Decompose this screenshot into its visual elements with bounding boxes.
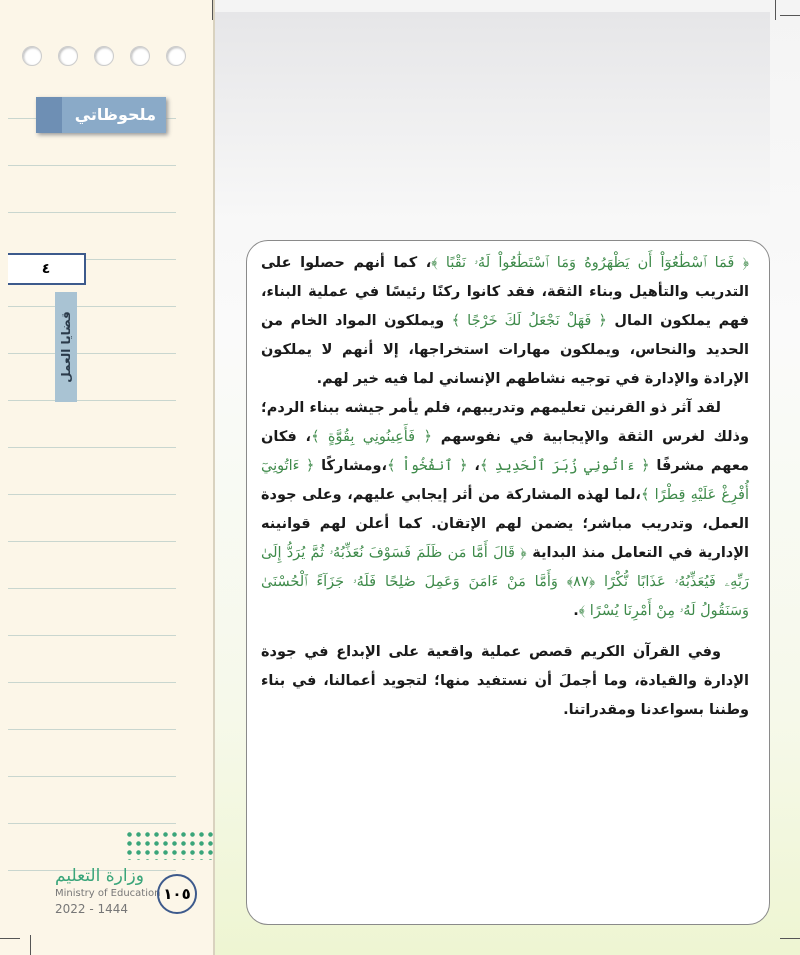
unit-title-strip [55,292,77,402]
body-text: ، كما أنهم حصلوا على التدريب والتأهيل وبناء الثقة، فقد كانوا ركنًا رئيسًا في عملية البناء، فهم يملكون المال [261,255,750,329]
paragraph-1 [261,249,749,394]
notebook-line [8,447,176,448]
binder-hole [130,46,150,66]
body-text: . [573,603,579,619]
notebook-line [8,165,176,166]
quran-verse: ﴿ قَالَ أَمَّا مَن ظَلَمَ فَسَوْفَ نُعَذِّبُهُۥ ثُمَّ يُرَدُّ إِلَىٰ رَبِّهِۦ فَيُعَذِّبُهُۥ عَذَابًا نُّكْرًا ﴿٨٧﴾ وَأَمَّا مَنْ ءَامَنَ وَعَمِلَ صَٰلِحًا فَلَهُۥ جَزَآءً ٱلْحُسْنَىٰ وَسَنَقُولُ لَهُۥ مِنْ أَمْرِنَا يُسْرًا ﴾ [261,545,749,619]
paragraph-2 [261,394,749,626]
notes-sidebar [0,0,215,955]
quran-verse: ﴿ ءَاتُونِيٓ أُفْرِغْ عَلَيْهِ قِطْرًا ﴾ [261,458,749,503]
body-text: ،ومشاركًا [314,458,388,474]
quran-verse: ﴿ فَمَا ٱسْطَٰعُوٓاْ أَن يَظْهَرُوهُ وَمَا ٱسْتَطَٰعُواْ لَهُۥ نَقْبًا ﴾ [431,255,749,271]
notebook-line [8,400,176,401]
notebook-line [8,588,176,589]
crop-mark [0,938,20,939]
notebook-line [8,306,176,307]
unit-title: قضايا العمل [59,311,73,383]
crop-mark [780,15,800,16]
quran-verse: ﴿ ٱنفُخُواْ ﴾ [387,458,468,474]
ministry-name-ar: وزارة التعليم [55,866,144,886]
notebook-line [8,212,176,213]
binder-hole [166,46,186,66]
ministry-name-en: Ministry of Education [55,888,161,899]
binder-hole [22,46,42,66]
notebook-line [8,823,176,824]
body-text: لقد آثر ذو القرنين تعليمهم وتدريبهم، فلم يأمر جيشه ببناء الردم؛ وذلك لغرس الثقة والإيجابية في نفوسهم [261,400,749,445]
unit-number: ٤ [8,253,86,285]
notebook-line [8,729,176,730]
notes-title: ملحوظاتي [36,97,166,133]
notebook-line [8,541,176,542]
crop-mark [775,0,776,20]
header-band [215,12,770,222]
quran-verse: ﴿ ءَاتُونِي زُبَرَ ٱلْحَدِيدِ ﴾ [479,458,650,474]
body-text: ، [467,458,480,474]
page-number: ١٠٥ [157,874,197,914]
binder-hole [94,46,114,66]
quran-verse: ﴿ فَأَعِينُونِي بِقُوَّةٍ ﴾ [311,429,432,445]
crop-mark [780,938,800,939]
notebook-line [8,776,176,777]
quran-verse: ﴿ فَهَلْ نَجْعَلُ لَكَ خَرْجًا ﴾ [451,313,607,329]
logo-dots-icon [125,830,215,860]
body-text: ويملكون المواد الخام من الحديد والنحاس، ويملكون مهارات استخراجها، إلا أنهم لا يملكون الإرادة والإدارة في توجيه نشاطهم الإنساني لما فيه خير لهم. [261,313,749,387]
crop-mark [30,935,31,955]
paragraph-3: وفي القرآن الكريم قصص عملية واقعية على الإبداع في جودة الإدارة والقيادة، وما أجملَ أن نستفيد منها؛ لتجويد أعمالنا، في بناء وطننا بسواعدنا ومقدراتنا. [261,644,749,718]
text-box [246,240,770,925]
body-text: ،لما لهذه المشاركة من أثر إيجابي عليهم، وعلى جودة العمل، وتدريب مباشر؛ يضمن لهم الإتقان. كما أعلن لهم قوانينه الإدارية في التعامل منذ البداية [261,487,749,561]
notebook-line [8,353,176,354]
body-text: ، فكان معهم مشرفًا [261,429,749,474]
edition-year: 2022 - 1444 [55,902,129,916]
notebook-line [8,494,176,495]
notebook-line [8,635,176,636]
binder-hole [58,46,78,66]
crop-mark [212,0,213,20]
notebook-line [8,682,176,683]
